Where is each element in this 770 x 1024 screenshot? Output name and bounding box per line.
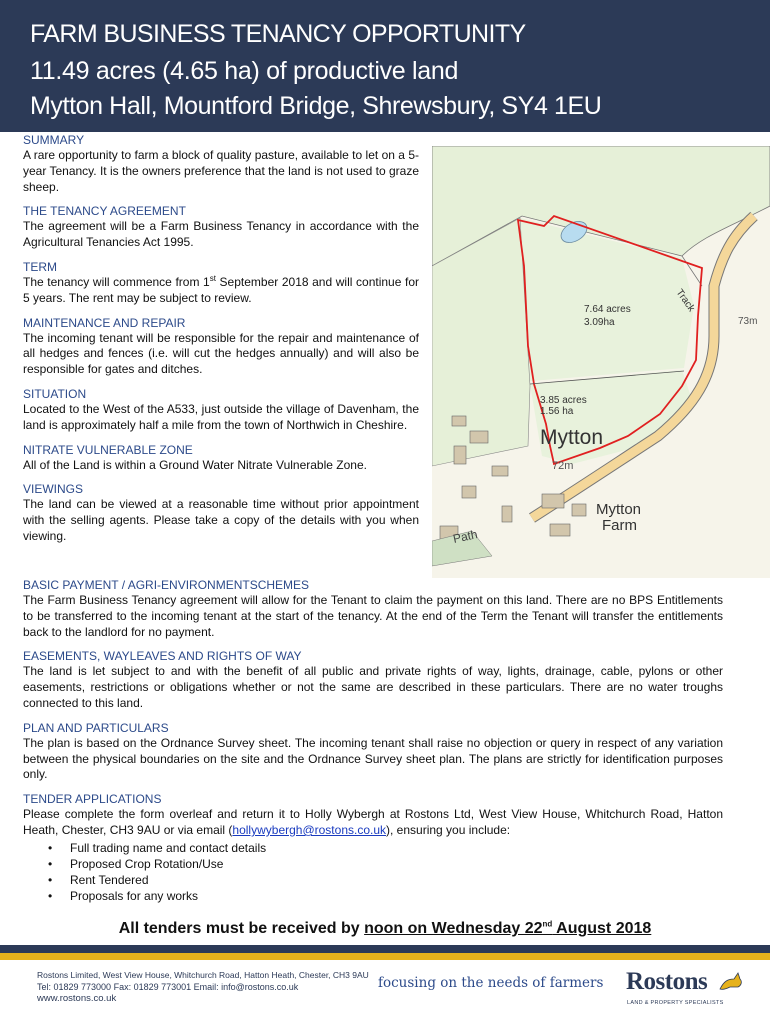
spot-height-73m: 73m <box>738 316 758 327</box>
full-width-sections <box>23 578 723 914</box>
tender-text-b: ), ensuring you include: <box>386 822 511 837</box>
page-subtitle: 11.49 acres (4.65 ha) of productive land <box>30 57 459 85</box>
footer-slogan: focusing on the needs of farmers <box>378 975 604 991</box>
section-text: The plan is based on the Ordnance Survey sheet. The incoming tenant shall raise no objection or query in respect of any variation between the physical boundaries on the site and the Ordnance Survey sheet plan. The plans are strictly for identification purposes only. <box>23 735 723 782</box>
section-text: A rare opportunity to farm a block of quality pasture, available to let on a 5-year Tenancy. It is the owners preference that the land is not used to graze sheep. <box>23 148 419 194</box>
term-sup: st <box>209 273 216 283</box>
area1-ha-label: 3.09ha <box>584 317 615 328</box>
section-heading: NITRATE VULNERABLE ZONE <box>23 442 193 457</box>
deadline-prefix: All tenders must be received by <box>118 920 365 937</box>
left-column <box>23 133 419 545</box>
tender-requirements-list <box>48 840 723 905</box>
deadline-date <box>364 920 651 937</box>
footer-contact <box>37 969 369 1005</box>
footer-website-link[interactable]: www.rostons.co.uk <box>37 993 117 1004</box>
section-heading: THE TENANCY AGREEMENT <box>23 204 186 219</box>
place-label: Mytton <box>540 426 604 449</box>
property-location: Mytton Hall, Mountford Bridge, Shrewsbury, SY4 1EU <box>30 92 602 120</box>
section-plan <box>23 721 723 783</box>
building <box>454 446 466 464</box>
section-maintenance <box>23 316 419 378</box>
section-term <box>23 260 419 307</box>
building <box>470 431 488 443</box>
spot-height-72m: 72m <box>552 460 574 472</box>
tender-email-link[interactable]: hollywybergh@rostons.co.uk <box>232 822 387 837</box>
list-item: • Proposed Crop Rotation/Use <box>48 856 723 872</box>
section-situation <box>23 387 419 434</box>
section-text <box>23 275 419 307</box>
building <box>452 416 466 426</box>
tender-text-a: Please complete the form overleaf and return it to Holly Wybergh at Rostons Ltd, West View House, Whitchurch Road, Hatton Heath, Chester, CH3 9AU or via email ( <box>23 807 723 837</box>
list-item: • Full trading name and contact details <box>48 840 723 856</box>
site-plan-map <box>432 146 770 578</box>
section-summary <box>23 133 419 195</box>
term-text-b: September 2018 and will continue for 5 years. The rent may be subject to review. <box>23 274 419 305</box>
section-text <box>23 807 723 839</box>
section-payment <box>23 578 723 640</box>
area2-ha-label: 1.56 ha <box>540 406 574 417</box>
footer-stripe-gold <box>0 953 770 960</box>
tender-deadline <box>0 920 770 938</box>
area2-acres-label: 3.85 acres <box>540 395 587 406</box>
building <box>462 486 476 498</box>
list-item: • Proposals for any works <box>48 888 723 904</box>
list-item: • Rent Tendered <box>48 872 723 888</box>
building <box>502 506 512 522</box>
farm-label-2: Farm <box>602 517 637 534</box>
deadline-sup: nd <box>542 919 553 929</box>
section-text: The incoming tenant will be responsible for the repair and maintenance of all hedges and fences (i.e. will cut the hedges annually) and will also be responsible for gates and ditches. <box>23 330 419 377</box>
section-text: Located to the West of the A533, just outside the village of Davenham, the land is approximately half a mile from the town of Northwich in Cheshire. <box>23 401 419 432</box>
section-heading: TENDER APPLICATIONS <box>23 792 162 807</box>
section-heading: TERM <box>23 259 57 274</box>
track-label: Track <box>673 287 697 314</box>
section-heading: SUMMARY <box>23 133 85 147</box>
section-heading: PLAN AND PARTICULARS <box>23 720 169 735</box>
building <box>572 504 586 516</box>
deadline-suffix: August 2018 <box>552 920 652 937</box>
deadline-emph: noon on Wednesday 22 <box>364 920 543 937</box>
rostons-logo <box>626 966 746 1012</box>
footer-stripe-blue <box>0 945 770 953</box>
page-title: FARM BUSINESS TENANCY OPPORTUNITY <box>30 20 526 48</box>
path-label: Path <box>451 527 479 546</box>
section-heading: SITUATION <box>23 386 87 401</box>
section-viewings <box>23 482 419 544</box>
section-heading: VIEWINGS <box>23 482 84 497</box>
section-agreement <box>23 204 419 251</box>
section-text: The land can be viewed at a reasonable time without prior appointment with the selling agents. Please take a copy of the details with you when viewing. <box>23 497 419 543</box>
section-nitrate <box>23 443 419 474</box>
map-drawing <box>432 146 770 578</box>
section-heading: EASEMENTS, WAYLEAVES AND RIGHTS OF WAY <box>23 649 302 664</box>
building <box>542 494 564 508</box>
section-text: The agreement will be a Farm Business Tenancy in accordance with the Agricultural Tenancies Act 1995. <box>23 219 419 250</box>
section-tender <box>23 792 723 904</box>
section-heading: MAINTENANCE AND REPAIR <box>23 315 186 330</box>
section-text: All of the Land is within a Ground Water Nitrate Vulnerable Zone. <box>23 457 367 472</box>
logo-wordmark: Rostons <box>626 968 708 995</box>
header-banner <box>0 0 770 132</box>
building <box>492 466 508 476</box>
footer-phone-email[interactable]: Tel: 01829 773000 Fax: 01829 773001 Email: info@rostons.co.uk <box>37 982 299 992</box>
farm-label-1: Mytton <box>596 501 642 518</box>
logo-tagline: LAND & PROPERTY SPECIALISTS <box>627 1000 724 1006</box>
section-text: The land is let subject to and with the benefit of all public and private rights of way, lights, drainage, cable, pylons or other easements, restrictions or obligations whether or not the same are described in these particulars. There are no water troughs connected to this land. <box>23 664 723 710</box>
footer-address: Rostons Limited, West View House, Whitchurch Road, Hatton Heath, Chester, CH3 9AU <box>37 970 369 980</box>
section-easements <box>23 649 723 711</box>
section-text: The Farm Business Tenancy agreement will allow for the Tenant to claim the payment on this land. There are no BPS Entitlements to be transferred to the incoming tenant at the start of the tenancy. At the end of the Term the Tenant will transfer the entitlements back to the landlord for no payment. <box>23 593 723 639</box>
area1-acres-label: 7.64 acres <box>584 304 631 315</box>
section-heading: BASIC PAYMENT / AGRI-ENVIRONMENTSCHEMES <box>23 578 310 592</box>
fox-icon <box>718 969 744 993</box>
building <box>550 524 570 536</box>
term-text-a: The tenancy will commence from 1 <box>23 274 210 289</box>
